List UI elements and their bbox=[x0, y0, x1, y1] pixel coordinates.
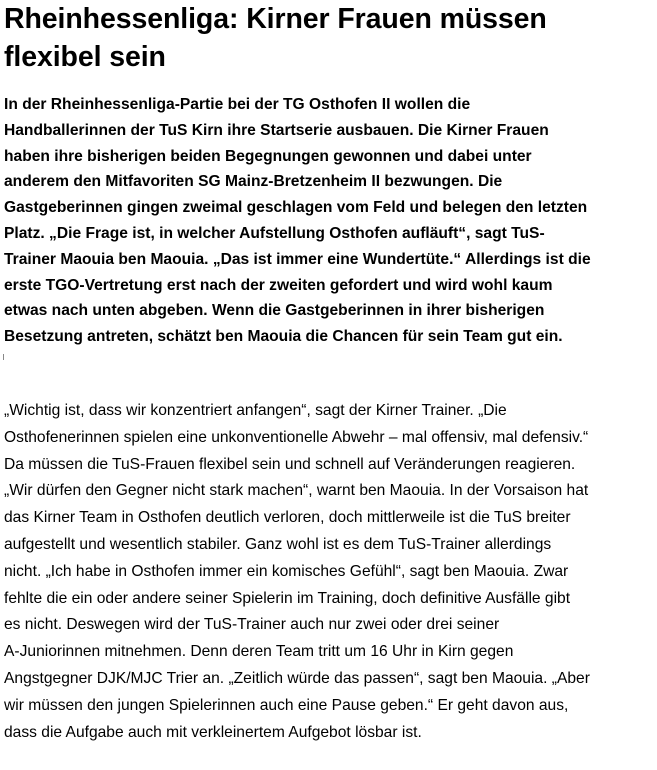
separator-mark bbox=[3, 354, 4, 360]
article-title bbox=[4, 0, 655, 76]
article-lead: In der Rheinhessenliga-Partie bei der TG Osthofen II wollen die Handballerinnen der TuS Kirn ihre Startserie ausbauen. Die Kirner Frauen haben ihre bisherigen beiden Begegnungen gewonnen und dabei unter anderem den Mitfavoriten SG Mainz-Bretzenheim II bezwungen. Die Gastgeberinnen gingen zweimal geschlagen vom Feld und belegen den letzten Platz. „Die Frage ist, in welcher Aufstellung Osthofen aufläuft“, sagt TuS- Trainer Maouia ben Maouia. „Das ist immer eine Wundertüte.“ Allerdings ist die erste TGO-Vertretung erst nach der zweiten gefordert und wird wohl kaum etwas nach unten abgeben. Wenn die Gastgeberinnen in ihrer bisherigen Besetzung antreten, schätzt ben Maouia die Chancen für sein Team gut ein. bbox=[4, 96, 591, 346]
article-body: „Wichtig ist, dass wir konzentriert anfangen“, sagt der Kirner Trainer. „Die Osthofenerinnen spielen eine unkonventionelle Abwehr – mal offensiv, mal defensiv.“ Da müssen die TuS-Frauen flexibel sein und schnell auf Veränderungen reagieren. „Wir dürfen den Gegner nicht stark machen“, warnt ben Maouia. In der Vorsaison hat das Kirner Team in Osthofen deutlich verloren, doch mittlerweile ist die TuS breiter aufgestellt und wesentlich stabiler. Ganz wohl ist es dem TuS-Trainer allerdings nicht. „Ich habe in Osthofen immer ein komisches Gefühl“, sagt ben Maouia. Zwar fehlte die ein oder andere seiner Spielerin im Training, doch definitive Ausfälle gibt es nicht. Deswegen wird der TuS-Trainer auch nur zwei oder drei seiner A-Juniorinnen mitnehmen. Denn deren Team tritt um 16 Uhr in Kirn gegen Angstgegner DJK/MJC Trier an. „Zeitlich würde das passen“, sagt ben Maouia. „Aber wir müssen den jungen Spielerinnen auch eine Pause geben.“ Er geht davon aus, dass die Aufgabe auch mit verkleinertem Aufgebot lösbar ist. bbox=[4, 402, 590, 741]
article bbox=[4, 0, 655, 741]
article-title-line-2: flexibel sein bbox=[4, 41, 166, 73]
article-title-line-1: Rheinhessenliga: Kirner Frauen müssen bbox=[4, 3, 547, 35]
